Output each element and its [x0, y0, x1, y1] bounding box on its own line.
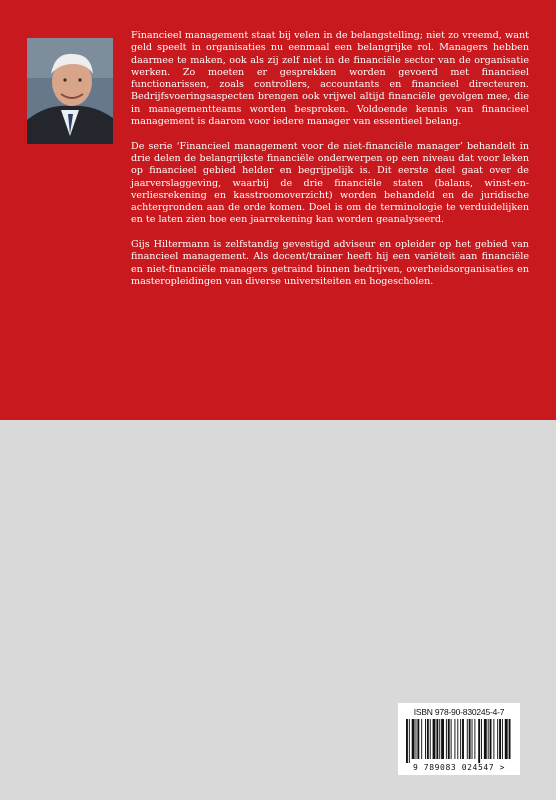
- intro-paragraph: Financieel management staat bij velen in de belangstelling; niet zo vreemd, want geld speelt in organisaties nu eenmaal een belangrijke rol. Managers hebben daarmee te maken, ook als zij zelf niet in de financiële sector van de organisatie werken. Zo moeten er gesprekken worden gevoerd met financieel functionarissen, zoals controllers, accountants en financieel directeuren. Bedrijfsvoeringsaspecten brengen ook vrijwel altijd financiële gevolgen mee, die in managementteams worden besproken. Voldoende kennis van financieel management is daarom voor iedere manager van essentieel belang.: [131, 30, 529, 128]
- barcode-bar: [469, 719, 471, 759]
- barcode-bar: [505, 719, 508, 759]
- barcode-bar: [474, 719, 475, 759]
- barcode-bar: [409, 719, 410, 763]
- barcode-bar: [446, 719, 447, 759]
- barcode-bar: [488, 719, 489, 759]
- barcode-digits: 9 789083 024547 >: [412, 763, 506, 772]
- back-cover-text: [131, 30, 529, 301]
- barcode-bar: [497, 719, 498, 759]
- barcode-bar: [460, 719, 461, 759]
- barcode-bar: [472, 719, 473, 759]
- barcode-bars-icon: [406, 719, 512, 763]
- barcode-bar: [484, 719, 487, 759]
- isbn-label: ISBN 978-90-830245-4-7: [413, 707, 505, 717]
- barcode: [398, 703, 520, 775]
- barcode-bar: [478, 719, 480, 763]
- barcode-bar: [441, 719, 444, 759]
- barcode-bar: [421, 719, 422, 759]
- author-photo: [27, 38, 113, 144]
- barcode-bar: [454, 719, 455, 759]
- author-paragraph: Gijs Hiltermann is zelfstandig gevestigd adviseur en opleider op het gebied van financieel management. Als docent/trainer heeft hij een variëteit aan financiële en niet-financiële managers getraind binnen bedrijven, overheidsorganisaties en masteropleidingen van diverse universiteiten en hogescholen.: [131, 239, 529, 287]
- barcode-bar: [467, 719, 468, 759]
- barcode-bar: [481, 719, 482, 759]
- barcode-bar: [439, 719, 440, 759]
- barcode-bar: [430, 719, 431, 759]
- barcode-bar: [448, 719, 450, 759]
- barcode-bar: [502, 719, 503, 759]
- barcode-bar: [493, 719, 494, 759]
- barcode-bar: [509, 719, 511, 759]
- barcode-bar: [462, 719, 464, 759]
- barcode-bar: [436, 719, 438, 759]
- barcode-bar: [416, 719, 417, 759]
- barcode-bar: [406, 719, 408, 763]
- barcode-bar: [433, 719, 436, 759]
- barcode-bar: [417, 719, 419, 759]
- barcode-bar: [427, 719, 429, 759]
- author-portrait-icon: [27, 38, 113, 144]
- series-paragraph: De serie ‘Financieel management voor de niet-financiële manager’ behandelt in drie delen de belangrijkste financiële onderwerpen op een niveau dat voor leken op financieel gebied helder en begrijpelijk is. Dit eerste deel gaat over de jaarverslaggeving, waarbij de drie financiële staten (balans, winst-en-verliesrekening en kasstroomoverzicht) worden behandeld en de juridische achtergronden aan de orde komen. Doel is om de terminologie te verduidelijken en te laten zien hoe een jaarrekening kan worden geanalyseerd.: [131, 140, 529, 226]
- barcode-bar: [499, 719, 501, 759]
- barcode-bar: [425, 719, 426, 759]
- barcode-bar: [490, 719, 492, 759]
- barcode-bar: [412, 719, 415, 759]
- barcode-bar: [457, 719, 458, 759]
- barcode-bar: [451, 719, 452, 759]
